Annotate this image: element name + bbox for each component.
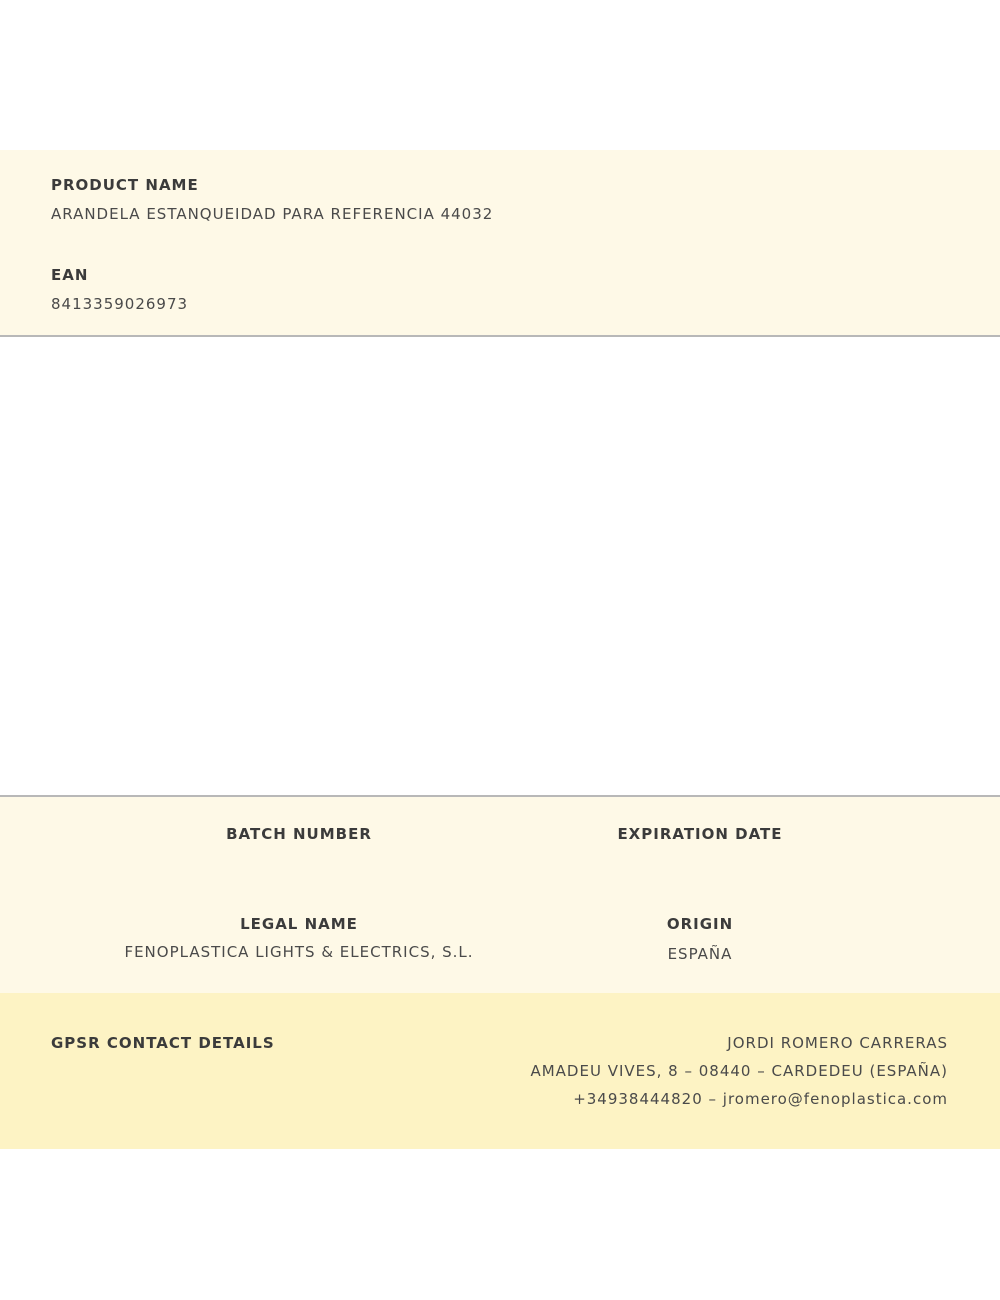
product-name-label: PRODUCT NAME xyxy=(51,176,199,194)
gpsr-contact-label: GPSR CONTACT DETAILS xyxy=(51,1034,275,1052)
product-section xyxy=(0,150,1000,337)
expiration-date-label: EXPIRATION DATE xyxy=(617,825,783,843)
contact-name: JORDI ROMERO CARRERAS xyxy=(727,1034,948,1052)
contact-address: AMADEU VIVES, 8 – 08440 – CARDEDEU (ESPAÑA) xyxy=(530,1062,948,1080)
batch-number-label: BATCH NUMBER xyxy=(226,825,372,843)
ean-label: EAN xyxy=(51,266,89,284)
origin-value: ESPAÑA xyxy=(667,945,733,963)
contact-details xyxy=(530,1033,948,1117)
legal-name-value: FENOPLASTICA LIGHTS & ELECTRICS, S.L. xyxy=(124,943,474,961)
contact-phone-email[interactable]: +34938444820 – jromero@fenoplastica.com xyxy=(573,1090,948,1108)
blank-area xyxy=(0,337,1000,795)
legal-name-label: LEGAL NAME xyxy=(240,915,358,933)
contact-section xyxy=(0,993,1000,1149)
product-name-value: ARANDELA ESTANQUEIDAD PARA REFERENCIA 44032 xyxy=(51,205,494,223)
info-section xyxy=(0,795,1000,995)
origin-label: ORIGIN xyxy=(666,915,734,933)
ean-value: 8413359026973 xyxy=(51,295,189,313)
